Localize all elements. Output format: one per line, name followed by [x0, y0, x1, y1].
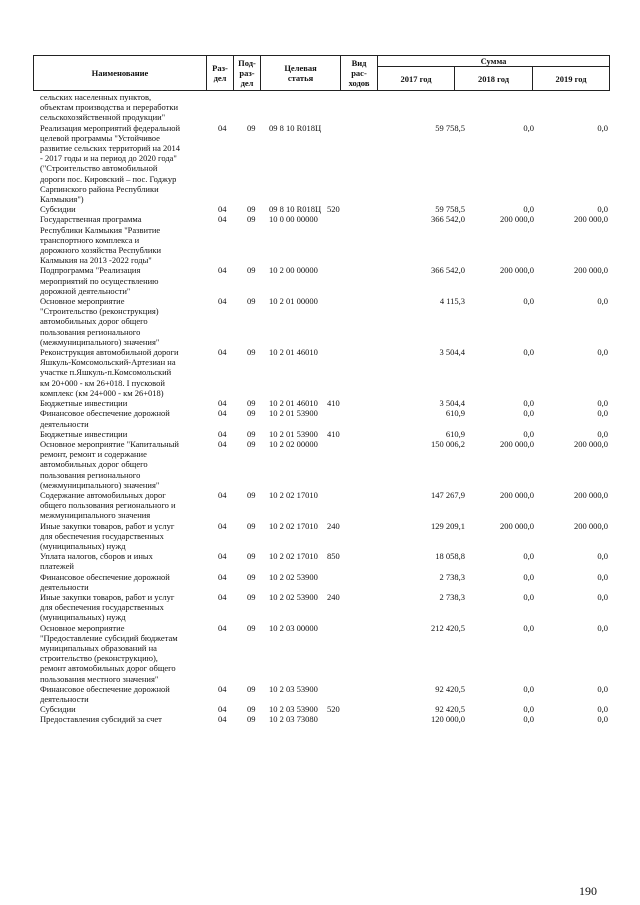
row-pod: 09 — [247, 489, 256, 500]
row-y19: 200 000,0 — [574, 265, 608, 276]
row-pod: 09 — [247, 428, 256, 439]
table-row — [40, 623, 610, 684]
row-y18: 0,0 — [523, 408, 534, 419]
row-name: Основное мероприятие "Строительство (реконструкция) автомобильных дорог общего пользования регионального (межмуниципального) значения" — [40, 296, 160, 347]
row-y17: 4 115,3 — [439, 296, 465, 307]
row-y19: 0,0 — [597, 347, 608, 358]
row-y17: 18 058,8 — [435, 551, 465, 562]
row-razd: 04 — [218, 347, 227, 358]
row-y17: 3 504,4 — [439, 347, 465, 358]
row-y18: 0,0 — [523, 428, 534, 439]
row-cel: 09 8 10 R018Ц — [269, 204, 322, 215]
row-razd: 04 — [218, 714, 227, 725]
row-y17: 2 738,3 — [439, 591, 465, 602]
header-2018: 2018 год — [455, 67, 533, 91]
row-name: Предоставления субсидий за счет — [40, 714, 162, 725]
row-razd: 04 — [218, 122, 227, 133]
row-razd: 04 — [218, 520, 227, 531]
row-vid: 240 — [327, 591, 340, 602]
table-header — [33, 55, 610, 91]
row-pod: 09 — [247, 204, 256, 215]
table-row — [40, 704, 610, 714]
header-podrazdel: Под- раз- дел — [234, 56, 261, 91]
table-row — [40, 123, 610, 205]
row-y19: 0,0 — [597, 591, 608, 602]
row-y18: 0,0 — [523, 714, 534, 725]
row-pod: 09 — [247, 571, 256, 582]
row-pod: 09 — [247, 265, 256, 276]
row-y18: 0,0 — [523, 571, 534, 582]
row-razd: 04 — [218, 591, 227, 602]
row-y19: 0,0 — [597, 408, 608, 419]
row-name: сельских населенных пунктов, объектам производства и переработки сельскохозяйственной продукции" — [40, 92, 179, 123]
table-row — [40, 592, 610, 623]
row-name: Реализация мероприятий федеральной целевой программы "Устойчивое развитие сельских территорий на 2014 - 2017 годы и на период до 2020 года" ("Строительство автомобильной дороги пос. Кировский – пос. Годжур Сарпинского района Республики Калмыкия") — [40, 122, 181, 205]
row-vid: 410 — [327, 398, 340, 409]
row-name: Бюджетные инвестиции — [40, 428, 128, 439]
table-row — [40, 92, 610, 123]
row-pod: 09 — [247, 714, 256, 725]
row-y17: 59 758,5 — [435, 204, 465, 215]
row-cel: 10 2 03 00000 — [269, 622, 318, 633]
row-y17: 150 006,2 — [431, 438, 465, 449]
row-cel: 10 2 00 00000 — [269, 265, 318, 276]
row-y18: 0,0 — [523, 296, 534, 307]
row-razd: 04 — [218, 214, 227, 225]
row-name: Субсидии — [40, 704, 76, 715]
row-y17: 610,9 — [445, 428, 465, 439]
row-name: Финансовое обеспечение дорожной деятельности — [40, 408, 170, 429]
row-y18: 0,0 — [523, 551, 534, 562]
row-cel: 10 2 02 17010 — [269, 520, 318, 531]
row-y18: 0,0 — [523, 704, 534, 715]
row-y19: 0,0 — [597, 571, 608, 582]
row-pod: 09 — [247, 622, 256, 633]
row-y18: 200 000,0 — [500, 214, 534, 225]
header-celevaya: Целевая статья — [261, 56, 341, 91]
row-y18: 200 000,0 — [500, 265, 534, 276]
table-row — [40, 204, 610, 214]
table-row — [40, 439, 610, 490]
header-summa: Сумма — [378, 56, 610, 67]
header-vid: Вид рас- ходов — [341, 56, 378, 91]
table-row — [40, 347, 610, 398]
row-name: Основное мероприятие "Предоставление субсидий бюджетам муниципальных образований на строительство (реконструкцию), ремонт автомобильных дорог общего пользования местного значения" — [40, 622, 178, 684]
row-name: Финансовое обеспечение дорожной деятельности — [40, 571, 170, 592]
row-vid: 240 — [327, 520, 340, 531]
table-row — [40, 551, 610, 571]
row-y17: 3 504,4 — [439, 398, 465, 409]
row-pod: 09 — [247, 591, 256, 602]
row-cel: 10 2 02 17010 — [269, 551, 318, 562]
row-cel: 10 2 02 00000 — [269, 438, 318, 449]
row-cel: 10 2 03 53900 — [269, 704, 318, 715]
row-vid: 850 — [327, 551, 340, 562]
row-razd: 04 — [218, 204, 227, 215]
row-cel: 10 2 01 53900 — [269, 428, 318, 439]
row-pod: 09 — [247, 398, 256, 409]
row-y18: 0,0 — [523, 122, 534, 133]
table-row — [40, 296, 610, 347]
row-y17: 366 542,0 — [431, 265, 465, 276]
row-razd: 04 — [218, 489, 227, 500]
row-y17: 2 738,3 — [439, 571, 465, 582]
row-razd: 04 — [218, 622, 227, 633]
row-name: Финансовое обеспечение дорожной деятельности — [40, 683, 170, 704]
row-name: Уплата налогов, сборов и иных платежей — [40, 551, 153, 572]
row-vid: 520 — [327, 704, 340, 715]
row-pod: 09 — [247, 122, 256, 133]
row-cel: 10 2 02 17010 — [269, 489, 318, 500]
row-y19: 0,0 — [597, 683, 608, 694]
row-vid: 410 — [327, 428, 340, 439]
row-y18: 0,0 — [523, 347, 534, 358]
row-y19: 200 000,0 — [574, 520, 608, 531]
row-cel: 10 2 03 73080 — [269, 714, 318, 725]
row-cel: 10 2 01 46010 — [269, 398, 318, 409]
table-row — [40, 408, 610, 428]
page-number: 190 — [579, 884, 597, 898]
row-razd: 04 — [218, 265, 227, 276]
row-name: Реконструкция автомобильной дороги Яшкуль-Комсомольский-Артезиан на участке п.Яшкуль-п.Комсомольский км 20+000 - км 26+018. I пусковой комплекс (км 24+000 - км 26+018) — [40, 347, 179, 398]
row-name: Основное мероприятие "Капитальный ремонт, ремонт и содержание автомобильных дорог общего пользования регионального (межмуниципального) значения" — [40, 438, 179, 490]
row-cel: 10 2 02 53900 — [269, 571, 318, 582]
row-razd: 04 — [218, 398, 227, 409]
row-y17: 366 542,0 — [431, 214, 465, 225]
row-y17: 120 000,0 — [431, 714, 465, 725]
row-y19: 0,0 — [597, 398, 608, 409]
row-cel: 10 2 01 53900 — [269, 408, 318, 419]
row-cel: 10 2 03 53900 — [269, 683, 318, 694]
row-y17: 147 267,9 — [431, 489, 465, 500]
row-razd: 04 — [218, 408, 227, 419]
table-row — [40, 521, 610, 552]
row-cel: 10 0 00 00000 — [269, 214, 318, 225]
row-y17: 212 420,5 — [431, 622, 465, 633]
row-y19: 200 000,0 — [574, 214, 608, 225]
row-cel: 10 2 02 53900 — [269, 591, 318, 602]
row-y17: 129 209,1 — [431, 520, 465, 531]
row-razd: 04 — [218, 551, 227, 562]
row-y18: 200 000,0 — [500, 489, 534, 500]
header-name: Наименование — [34, 56, 207, 91]
row-y19: 0,0 — [597, 204, 608, 215]
row-pod: 09 — [247, 683, 256, 694]
row-razd: 04 — [218, 296, 227, 307]
row-y18: 0,0 — [523, 683, 534, 694]
row-y19: 0,0 — [597, 551, 608, 562]
row-y17: 610,9 — [445, 408, 465, 419]
row-name: Субсидии — [40, 204, 76, 215]
row-y18: 0,0 — [523, 622, 534, 633]
row-name: Бюджетные инвестиции — [40, 398, 128, 409]
row-y17: 92 420,5 — [435, 683, 465, 694]
row-pod: 09 — [247, 438, 256, 449]
row-y18: 0,0 — [523, 591, 534, 602]
table-row — [40, 214, 610, 265]
table-row — [40, 429, 610, 439]
row-y18: 200 000,0 — [500, 438, 534, 449]
row-y17: 59 758,5 — [435, 122, 465, 133]
row-vid: 520 — [327, 204, 340, 215]
row-razd: 04 — [218, 571, 227, 582]
row-razd: 04 — [218, 704, 227, 715]
row-y18: 0,0 — [523, 204, 534, 215]
row-cel: 10 2 01 00000 — [269, 296, 318, 307]
row-pod: 09 — [247, 347, 256, 358]
row-cel: 10 2 01 46010 — [269, 347, 318, 358]
row-name: Иные закупки товаров, работ и услуг для обеспечения государственных (муниципальных) нужд — [40, 591, 175, 623]
row-name: Содержание автомобильных дорог общего пользования регионального и межмуниципального значения — [40, 489, 176, 521]
row-y19: 0,0 — [597, 714, 608, 725]
row-name: Подпрограмма "Реализация мероприятий по осуществлению дорожной деятельности" — [40, 265, 159, 296]
header-2019: 2019 год — [533, 67, 610, 91]
row-y19: 0,0 — [597, 622, 608, 633]
row-y19: 0,0 — [597, 428, 608, 439]
row-name: Иные закупки товаров, работ и услуг для обеспечения государственных (муниципальных) нужд — [40, 520, 175, 551]
table-row — [40, 490, 610, 521]
row-razd: 04 — [218, 438, 227, 449]
row-y18: 0,0 — [523, 398, 534, 409]
row-pod: 09 — [247, 704, 256, 715]
row-y19: 200 000,0 — [574, 438, 608, 449]
table-row — [40, 572, 610, 592]
header-2017: 2017 год — [378, 67, 455, 91]
row-pod: 09 — [247, 296, 256, 307]
row-pod: 09 — [247, 520, 256, 531]
row-y18: 200 000,0 — [500, 520, 534, 531]
row-pod: 09 — [247, 408, 256, 419]
row-name: Государственная программа Республики Калмыкия "Развитие транспортного комплекса и дорожного хозяйства Республики Калмыкия на 2013 -2022 годы" — [40, 214, 162, 266]
row-y17: 92 420,5 — [435, 704, 465, 715]
table-row — [40, 684, 610, 704]
row-y19: 0,0 — [597, 122, 608, 133]
table-row — [40, 398, 610, 408]
row-pod: 09 — [247, 551, 256, 562]
table-row — [40, 714, 610, 724]
row-y19: 0,0 — [597, 296, 608, 307]
row-y19: 200 000,0 — [574, 489, 608, 500]
row-pod: 09 — [247, 214, 256, 225]
table-body — [40, 92, 610, 725]
table-row — [40, 265, 610, 296]
row-cel: 09 8 10 R018Ц — [269, 122, 322, 133]
row-razd: 04 — [218, 683, 227, 694]
row-razd: 04 — [218, 428, 227, 439]
header-razdel: Раз- дел — [207, 56, 234, 91]
row-y19: 0,0 — [597, 704, 608, 715]
